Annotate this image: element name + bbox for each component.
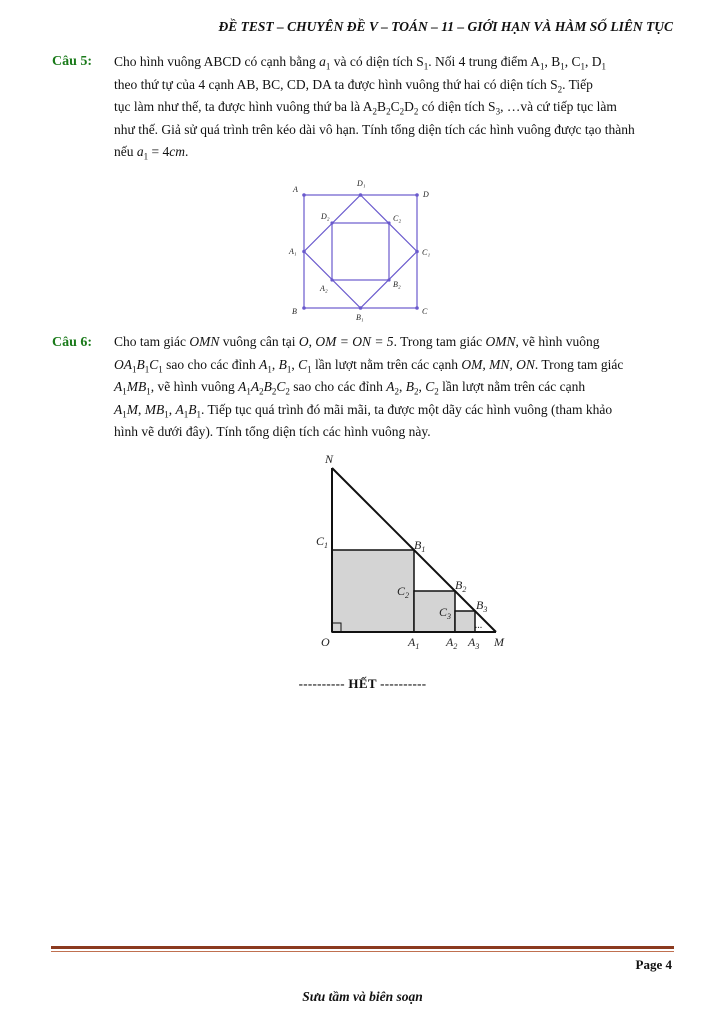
- label-B1: B₁: [356, 313, 364, 322]
- q6-line-4: $A_1M$, $MB_1$, $A_1B_1$. Tiếp tục quá trình đó mãi mãi, ta được một dãy các hình vuông (tham khảo: [114, 401, 613, 420]
- q6-line-5: hình vẽ dưới đây). Tính tổng diện tích các hình vuông này.: [114, 424, 431, 439]
- label-D1: D₁: [357, 179, 366, 188]
- square-a2b2c2d2: [332, 223, 389, 280]
- q5-line-4: như thế. Giả sử quá trình trên kéo dài vô hạn. Tính tổng diện tích các hình vuông được tạo thành: [114, 121, 635, 137]
- label-A1: $A_1$: [408, 635, 420, 651]
- label-B1: $B_1$: [414, 538, 426, 554]
- label-D2: D₂: [321, 212, 330, 221]
- label-dots: ...: [475, 620, 483, 631]
- label-C1: C₁: [422, 248, 431, 257]
- page-header: ĐỀ TEST – CHUYÊN ĐỀ V – TOÁN – 11 – GIỚI HẠN VÀ HÀM SỐ LIÊN TỤC: [218, 19, 673, 34]
- label-B2: $B_2$: [455, 578, 467, 594]
- label-A2: $A_2$: [446, 635, 458, 651]
- q5-line-3: tục làm như thế, ta được hình vuông thứ ba là $A_2B_2C_2D_2$ có diện tích $S_3$, …và cứ tiếp tục làm: [114, 99, 617, 117]
- label-A: A: [293, 185, 298, 194]
- label-A2: A₂: [320, 284, 328, 293]
- label-O: O: [321, 635, 330, 649]
- q5-line-5: nếu $a_1 = 4cm$.: [114, 144, 189, 162]
- nested-squares-figure: [280, 172, 440, 324]
- label-B2: B₂: [393, 280, 401, 289]
- label-A3: $A_3$: [468, 635, 480, 651]
- label-M: M: [494, 635, 504, 649]
- question-5-label: Câu 5:: [52, 54, 93, 69]
- question-6-text: [114, 331, 673, 444]
- label-A1: A₁: [289, 247, 297, 256]
- label-C: C: [422, 307, 428, 316]
- square-3: [455, 611, 475, 632]
- label-D: D: [423, 190, 429, 199]
- page-footer: Sưu tầm và biên soạn: [302, 989, 423, 1004]
- q5-line-2: theo thứ tự của 4 cạnh AB, BC, CD, DA ta được hình vuông thứ hai có diện tích $S_2$. Tiếp: [114, 76, 593, 95]
- label-B3: $B_3$: [476, 598, 488, 614]
- page-number: Page 4: [635, 957, 672, 972]
- q6-line-2: $OA_1B_1C_1$ sao cho các đỉnh $A_1$, $B_1$, $C_1$ lần lượt nằm trên các cạnh OM, MN, ON. Trong tam giác: [114, 356, 624, 375]
- label-C1: $C_1$: [316, 534, 329, 550]
- footer-rule-thin: [51, 951, 674, 952]
- label-N: N: [325, 452, 334, 466]
- label-B: B: [292, 307, 297, 316]
- q6-line-3: $A_1MB_1$, vẽ hình vuông $A_1A_2B_2C_2$ sao cho các đỉnh $A_2$, $B_2$, $C_2$ lần lượt nằm trên các cạnh: [114, 379, 586, 397]
- label-C3: $C_3$: [439, 605, 452, 621]
- footer-rule: [51, 946, 674, 949]
- triangle-squares-figure: [310, 448, 520, 654]
- q6-line-1: Cho tam giác OMN vuông cân tại O, OM = ON = 5. Trong tam giác OMN, vẽ hình vuông: [114, 334, 600, 349]
- end-marker: ---------- HẾT ----------: [298, 676, 427, 691]
- label-C2: $C_2$: [397, 584, 410, 600]
- q5-line-1: Cho hình vuông ABCD có cạnh bằng $a_1$ và có diện tích $S_1$. Nối 4 trung điểm $A_1$, $B_1$, $C_1$, $D_1$: [114, 54, 607, 72]
- question-5-text: [114, 51, 673, 164]
- question-6-label: Câu 6:: [52, 335, 93, 350]
- label-C2: C₂: [393, 214, 402, 223]
